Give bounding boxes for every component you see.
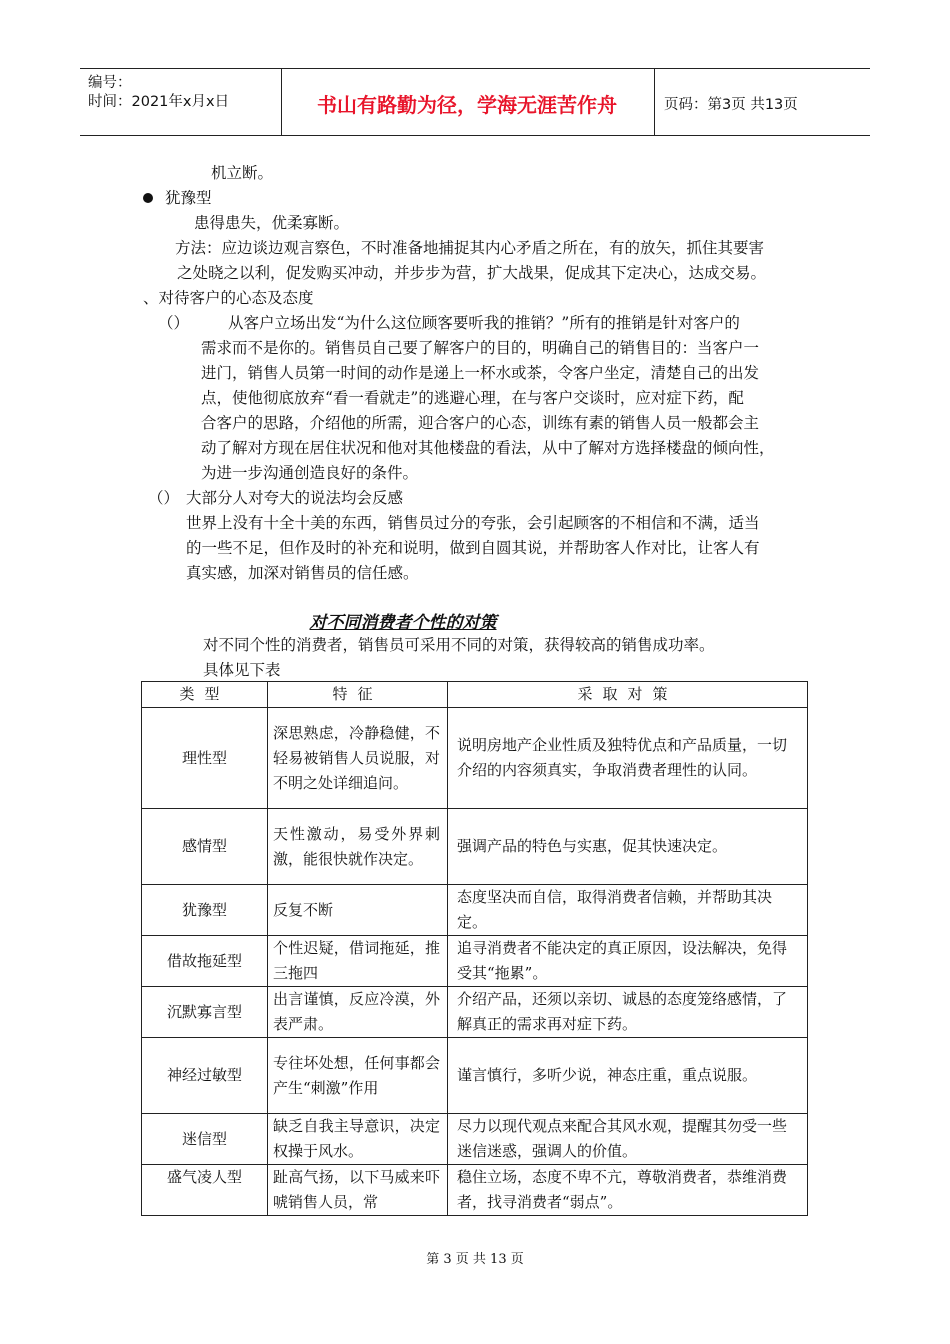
header-page-info: 页码：第3页 共13页 [664,97,798,113]
cell-strategy: 说明房地产企业性质及独特优点和产品质量，一切介绍的内容须真实，争取消费者理性的认同。 [448,708,808,809]
hesitant-description: 患得患失，优柔寡断。 [194,214,350,232]
table-row [142,885,808,936]
cell-feature: 缺乏自我主导意识，决定权操于风水。 [268,1114,448,1165]
method-line-1: 方法：应边谈边观言察色，不时准备地捕捉其内心矛盾之所在，有的放矢，抓住其要害 [175,239,765,257]
header-top-rule [80,68,870,69]
cell-feature: 深思熟虑，冷静稳健，不轻易被销售人员说服，对不明之处详细追问。 [268,708,448,809]
cell-feature: 个性迟疑，借词拖延，推三拖四 [268,936,448,987]
cell-strategy: 强调产品的特色与实惠，促其快速决定。 [448,809,808,885]
strategy-table [141,681,808,1216]
cell-type: 感情型 [142,809,268,885]
cell-type: 迷信型 [142,1114,268,1165]
cell-strategy: 尽力以现代观点来配合其风水观，提醒其勿受一些迷信迷惑，强调人的价值。 [448,1114,808,1165]
item1-line: 合客户的思路，介绍他的所需，迎合客户的心态，训练有素的销售人员一般都会主 [201,414,760,432]
cell-strategy: 态度坚决而自信，取得消费者信赖，并帮助其决定。 [448,885,808,936]
table-row [142,987,808,1038]
item2-marker: （） [148,489,180,507]
continued-line: 机立断。 [211,164,274,182]
item2-line: 的一些不足，但作及时的补充和说明，做到自圆其说，并帮助客人作对比，让客人有 [186,539,760,557]
cell-feature: 反复不断 [268,885,448,936]
cell-strategy: 追寻消费者不能决定的真正原因，设法解决，免得受其“拖累”。 [448,936,808,987]
item2-line: 真实感，加深对销售员的信任感。 [186,564,419,582]
intro-line: 对不同个性的消费者，销售员可采用不同的对策，获得较高的销售成功率。 [203,636,715,654]
table-row [142,1165,808,1216]
header-bottom-rule [80,135,870,136]
cell-feature: 趾高气扬，以下马威来吓唬销售人员，常 [268,1165,448,1216]
bullet-hesitant [143,186,211,211]
section-title: 对不同消费者个性的对策 [309,613,497,633]
item1-line: 为进一步沟通创造良好的条件。 [201,464,419,482]
date-label: 时间：2021年x月x日 [88,94,230,110]
bullet-dot-icon [143,193,153,203]
method-line-2: 之处晓之以利，促发购买冲动，并步步为营，扩大战果，促成其下定决心，达成交易。 [177,264,767,282]
cell-type: 盛气凌人型 [142,1165,268,1216]
cell-type: 借故拖延型 [142,936,268,987]
header-feature: 特征 [268,682,448,708]
item1-line: 需求而不是你的。销售员自己要了解客户的目的，明确自己的销售目的：当客户一 [201,339,760,357]
header-motto: 书山有路勤为径，学海无涯苦作舟 [317,93,617,117]
cell-feature: 出言谨慎，反应冷漠，外表严肃。 [268,987,448,1038]
cell-strategy: 谨言慎行，多听少说，神态庄重，重点说服。 [448,1038,808,1114]
item1-line: 动了解对方现在居住状况和他对其他楼盘的看法，从中了解对方选择楼盘的倾向性， [201,439,775,457]
item1-line: 点，使他彻底放弃“看一看就走”的逃避心理，在与客户交谈时，应对症下药，配 [201,389,744,407]
cell-strategy: 稳住立场，态度不卑不亢，尊敬消费者，恭维消费者，找寻消费者“弱点”。 [448,1165,808,1216]
bullet-hesitant-label: 犹豫型 [164,189,212,207]
table-row [142,1114,808,1165]
item1-line: 从客户立场出发“为什么这位顾客要听我的推销？”所有的推销是针对客户的 [228,314,740,332]
cell-type: 神经过敏型 [142,1038,268,1114]
section-attitude-heading: 、对待客户的心态及态度 [143,289,314,307]
table-row [142,936,808,987]
header-type: 类型 [142,682,268,708]
table-row [142,809,808,885]
doc-number-label: 编号： [88,75,132,91]
item2-title: 大部分人对夸大的说法均会反感 [186,489,404,507]
header-strategy: 采取对策 [448,682,808,708]
table-row [142,1038,808,1114]
header-divider-right [654,68,655,135]
table-row [142,708,808,809]
cell-feature: 天性激动，易受外界刺激，能很快就作决定。 [268,809,448,885]
page-footer: 第 3 页 共 13 页 [426,1252,524,1267]
table-header-row [142,682,808,708]
item1-marker: （） [158,314,190,332]
cell-type: 沉默寡言型 [142,987,268,1038]
cell-strategy: 介绍产品，还须以亲切、诚恳的态度笼络感情，了解真正的需求再对症下药。 [448,987,808,1038]
cell-type: 理性型 [142,708,268,809]
table-intro: 具体见下表 [203,661,281,679]
item1-line: 进门，销售人员第一时间的动作是递上一杯水或茶，令客户坐定，清楚自己的出发 [201,364,760,382]
item2-line: 世界上没有十全十美的东西，销售员过分的夸张，会引起顾客的不相信和不满，适当 [186,514,760,532]
cell-type: 犹豫型 [142,885,268,936]
cell-feature: 专往坏处想，任何事都会产生“刺激”作用 [268,1038,448,1114]
